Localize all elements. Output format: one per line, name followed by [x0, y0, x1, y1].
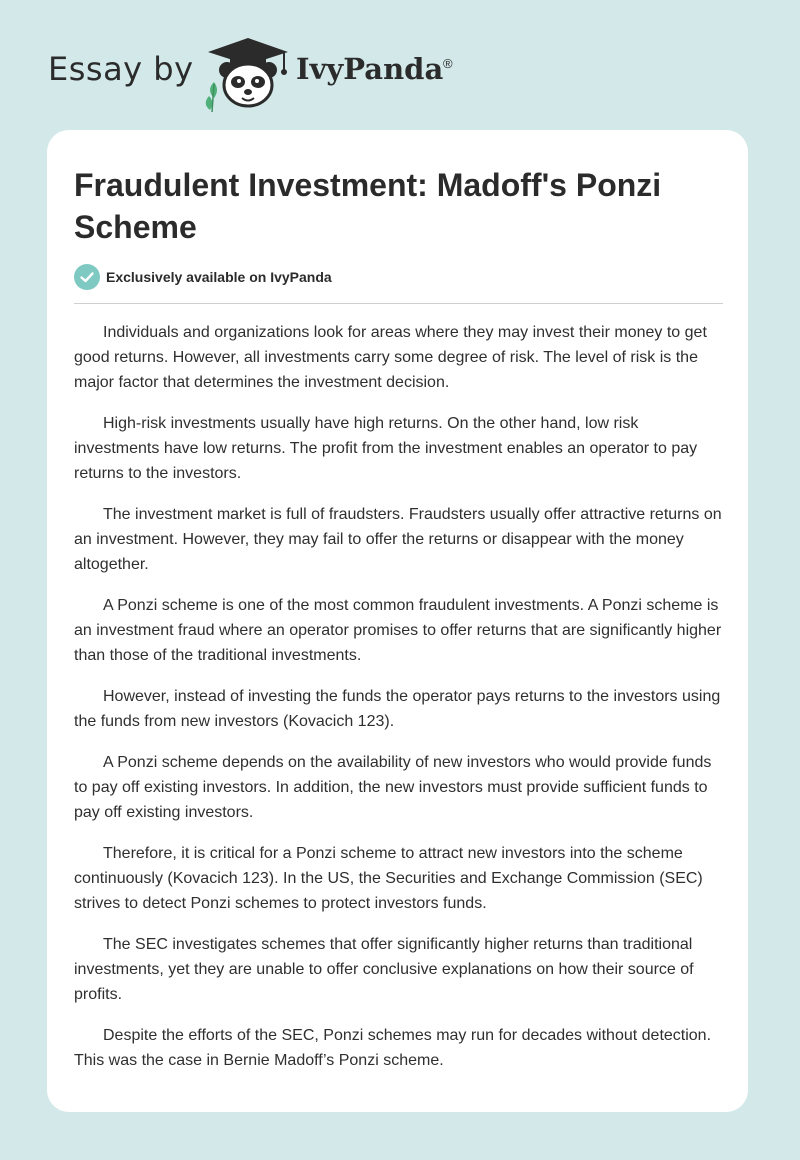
paragraph: The SEC investigates schemes that offer significantly higher returns than traditional investments, yet they are unable to offer conclusive explanations on how their source of profits. [74, 936, 694, 1003]
paragraph: Individuals and organizations look for areas where they may invest their money to get good returns. However, all investments carry some degree of risk. The level of risk is the major factor that determines the investment decision. [74, 324, 707, 391]
paragraph: However, instead of investing the funds the operator pays returns to the investors using the funds from new investors (Kovacich 123). [74, 688, 721, 730]
checkmark-icon [74, 264, 100, 290]
essay-card [47, 130, 748, 1112]
paragraph: A Ponzi scheme is one of the most common fraudulent investments. A Ponzi scheme is an investment fraud where an operator promises to offer returns that are significantly higher than those of the traditional investments. [74, 597, 722, 664]
essay-by-label: Essay by [48, 50, 194, 88]
paragraph: Therefore, it is critical for a Ponzi scheme to attract new investors into the scheme continuously (Kovacich 123). In the US, the Securities and Exchange Commission (SEC) strives to detect Ponzi schemes to protect investors funds. [74, 845, 703, 912]
registered-mark: ® [443, 56, 453, 71]
essay-body [74, 320, 726, 1089]
site-header [0, 0, 800, 130]
exclusive-badge [74, 264, 332, 290]
panda-logo-icon[interactable] [200, 32, 296, 112]
exclusive-label: Exclusively available on IvyPanda [106, 269, 332, 285]
brand-name[interactable]: IvyPanda [296, 52, 444, 86]
essay-title: Fraudulent Investment: Madoff's Ponzi Scheme [74, 167, 662, 245]
paragraph: High-risk investments usually have high returns. On the other hand, low risk investments have low returns. The profit from the investment enables an operator to pay returns to the investors. [74, 415, 698, 482]
paragraph: Despite the efforts of the SEC, Ponzi schemes may run for decades without detection. This was the case in Bernie Madoff’s Ponzi scheme. [74, 1027, 712, 1069]
divider [74, 303, 723, 304]
paragraph: The investment market is full of fraudsters. Fraudsters usually offer attractive returns on an investment. However, they may fail to offer the returns or disappear with the money altogether. [74, 506, 722, 573]
paragraph: A Ponzi scheme depends on the availability of new investors who would provide funds to pay off existing investors. In addition, the new investors must provide sufficient funds to pay off existing investors. [74, 754, 712, 821]
